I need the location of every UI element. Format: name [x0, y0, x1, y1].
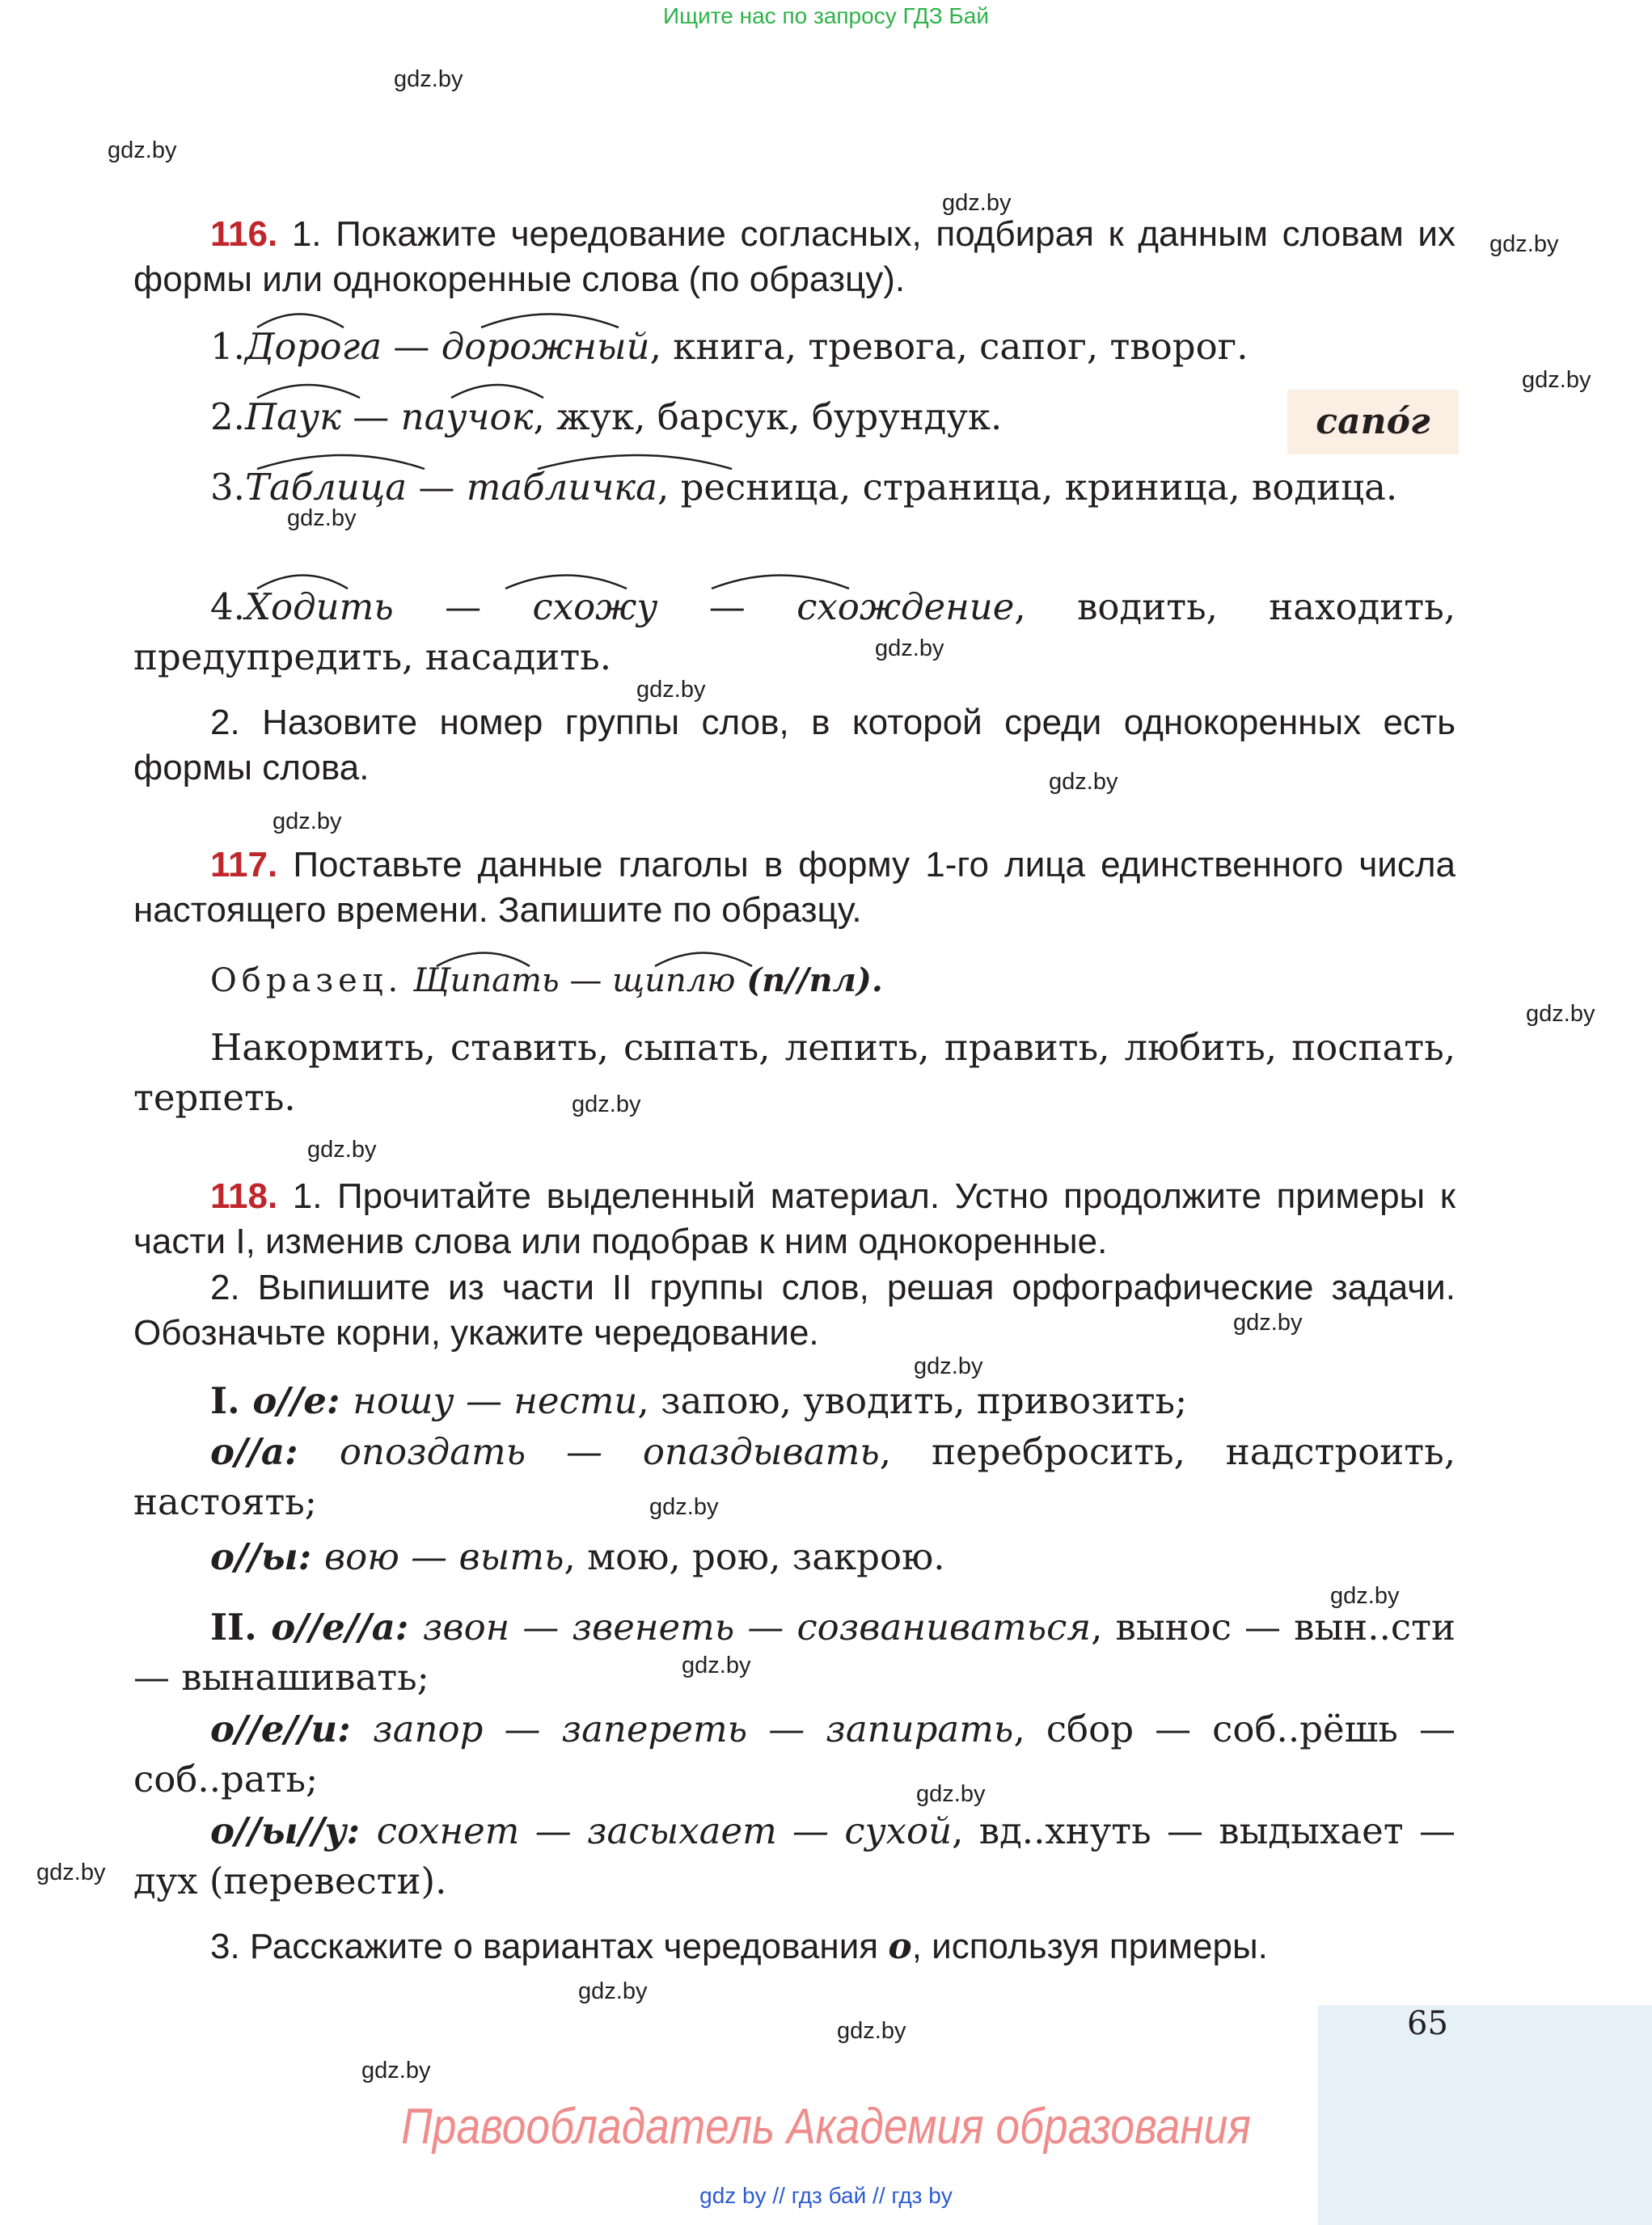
- watermark: gdz.by: [307, 1137, 377, 1163]
- word-list: , книга, тревога, сапог, творог.: [649, 325, 1249, 368]
- part-heading: II.: [210, 1606, 272, 1649]
- copyright-notice: Правообладатель Академия образования: [401, 2099, 1251, 2155]
- watermark: gdz.by: [1522, 367, 1591, 393]
- watermark: gdz.by: [636, 677, 706, 703]
- example-word: Таблица: [244, 466, 408, 509]
- part-2-line-3: [133, 1806, 1456, 1906]
- group-number: 4.: [210, 585, 245, 628]
- watermark: gdz.by: [1330, 1583, 1400, 1609]
- word-group-4: 4.Ходить — схожу — схождение, водить, находить, предупредить, насадить.: [133, 585, 1456, 678]
- page-number: 65: [1407, 2005, 1448, 2042]
- word-list: , запою, уводить, привозить;: [637, 1379, 1188, 1422]
- exercise-118-task: [133, 1174, 1456, 1264]
- alternation: о//е:: [252, 1379, 353, 1422]
- example-words: запор — запереть — запирать: [373, 1708, 1014, 1750]
- watermark: gdz.by: [837, 2018, 906, 2044]
- sample-word: Щипать: [412, 962, 560, 999]
- watermark: gdz.by: [1489, 231, 1559, 257]
- part-2-line-1: [133, 1602, 1456, 1703]
- alternation: о//е//а:: [271, 1606, 423, 1649]
- sample: Образец. Щипать — щиплю (п//пл).: [210, 961, 883, 999]
- watermark: gdz.by: [1049, 769, 1118, 795]
- word-list: , вд..хнуть — выдыхает — дух (перевести).: [133, 1809, 1456, 1902]
- watermark: gdz.by: [942, 190, 1012, 216]
- watermark: gdz.by: [578, 1978, 648, 2004]
- exercise-number: 117.: [210, 845, 278, 885]
- exercise-number: 116.: [210, 214, 278, 254]
- task-text: Поставьте данные глаголы в форму 1-го лица единственного числа настоящего времени. Запишите по образцу.: [133, 845, 1456, 930]
- example-word: табличка: [466, 466, 658, 509]
- example-words: опоздать — опаздывать: [339, 1430, 880, 1473]
- watermark: gdz.by: [394, 66, 463, 92]
- word-list: , сбор — соб..рёшь — соб..рать;: [133, 1708, 1456, 1801]
- example-word: дорожный: [441, 325, 650, 368]
- task-text: 1. Прочитайте выделенный материал. Устно продолжите примеры к части I, изменив слова или подобрав к ним однокоренные.: [133, 1176, 1456, 1261]
- word-group-2: 2.Паук — паучок, жук, барсук, бурундук.: [210, 395, 1003, 438]
- word-list: , вынос — вын..сти — вынашивать;: [133, 1606, 1456, 1699]
- example-word: схожу: [532, 585, 658, 628]
- example-word: Дорога: [244, 325, 382, 368]
- exercise-116-task: [133, 212, 1456, 302]
- exercise-116-task2: 2. Назовите номер группы слов, в которой среди однокоренных есть формы слова.: [133, 703, 1456, 787]
- word-list: , мою, рою, закрою.: [564, 1535, 945, 1578]
- watermark: gdz.by: [916, 1781, 986, 1807]
- watermark: gdz.by: [649, 1494, 719, 1520]
- example-words: сохнет — засыхает — сухой: [376, 1809, 953, 1852]
- part-1-line-1: [210, 1376, 1456, 1426]
- word-group-3: 3.Таблица — табличка, ресница, страница, криница, водица.: [210, 466, 1398, 509]
- word-list: , перебросить, надстроить, настоять;: [133, 1430, 1456, 1523]
- header-note: Ищите нас по запросу ГДЗ Бай: [662, 3, 990, 28]
- watermark: gdz.by: [1233, 1310, 1303, 1336]
- memo-word: сапо́г: [1316, 401, 1430, 442]
- word-group-1: 1.Дорога — дорожный, книга, тревога, сапог, творог.: [210, 325, 1249, 368]
- footer-links: gdz by // гдз бай // гдз by: [699, 2183, 953, 2208]
- watermark: gdz.by: [682, 1653, 751, 1678]
- word-list: , ресница, страница, криница, водица.: [657, 466, 1398, 509]
- example-words: звон — звенеть — созваниваться: [422, 1606, 1092, 1649]
- exercise-118-task2: 2. Выпишите из части II группы слов, решая орфографические задачи. Обозначьте корни, укажите чередование.: [133, 1268, 1456, 1353]
- example-word: паучок: [400, 395, 534, 438]
- group-number: 1.: [210, 325, 245, 368]
- sample-word: щиплю: [612, 962, 736, 999]
- word-list: , водить, находить, предупредить, насадить.: [133, 585, 1456, 678]
- exercise-118-task3: 3. Расскажите о вариантах чередования о, используя примеры.: [210, 1926, 1268, 1967]
- exercise-number: 118.: [210, 1176, 278, 1216]
- watermark: gdz.by: [108, 137, 177, 163]
- watermark: gdz.by: [1526, 1001, 1595, 1027]
- sample-note: (п//пл).: [735, 961, 883, 999]
- watermark: gdz.by: [273, 809, 342, 834]
- example-word: схождение: [796, 585, 1015, 628]
- part-1-line-3: [210, 1532, 1456, 1582]
- alternation: о//е//и:: [210, 1708, 374, 1750]
- word-list: , жук, барсук, бурундук.: [533, 395, 1003, 438]
- watermark: gdz.by: [572, 1091, 641, 1117]
- watermark: gdz.by: [914, 1353, 983, 1379]
- exercise-117-task: [133, 842, 1456, 933]
- task-text: 1. Покажите чередование согласных, подбирая к данным словам их формы или однокоренные слова (по образцу).: [133, 214, 1456, 299]
- sample-label: Образец.: [210, 962, 403, 999]
- part-1-line-2: [133, 1427, 1456, 1527]
- alternation: о//ы:: [210, 1535, 324, 1578]
- watermark: gdz.by: [287, 505, 357, 531]
- example-word: Паук: [244, 395, 341, 438]
- watermark: gdz.by: [875, 635, 944, 661]
- alternation: о//ы//у:: [210, 1809, 377, 1852]
- exercise-117-words: Накормить, ставить, сыпать, лепить, править, любить, поспать, терпеть.: [133, 1026, 1456, 1119]
- group-number: 3.: [210, 466, 245, 509]
- part-heading: I.: [210, 1379, 253, 1422]
- example-word: Ходить: [244, 585, 394, 628]
- watermark: gdz.by: [361, 2058, 431, 2084]
- group-number: 2.: [210, 395, 245, 438]
- example-words: ношу — нести: [353, 1379, 638, 1422]
- watermark: gdz.by: [36, 1860, 106, 1885]
- part-2-line-2: [133, 1704, 1456, 1805]
- highlight-letter: о: [888, 1926, 912, 1967]
- alternation: о//а:: [210, 1430, 340, 1473]
- example-words: вою — выть: [323, 1535, 564, 1578]
